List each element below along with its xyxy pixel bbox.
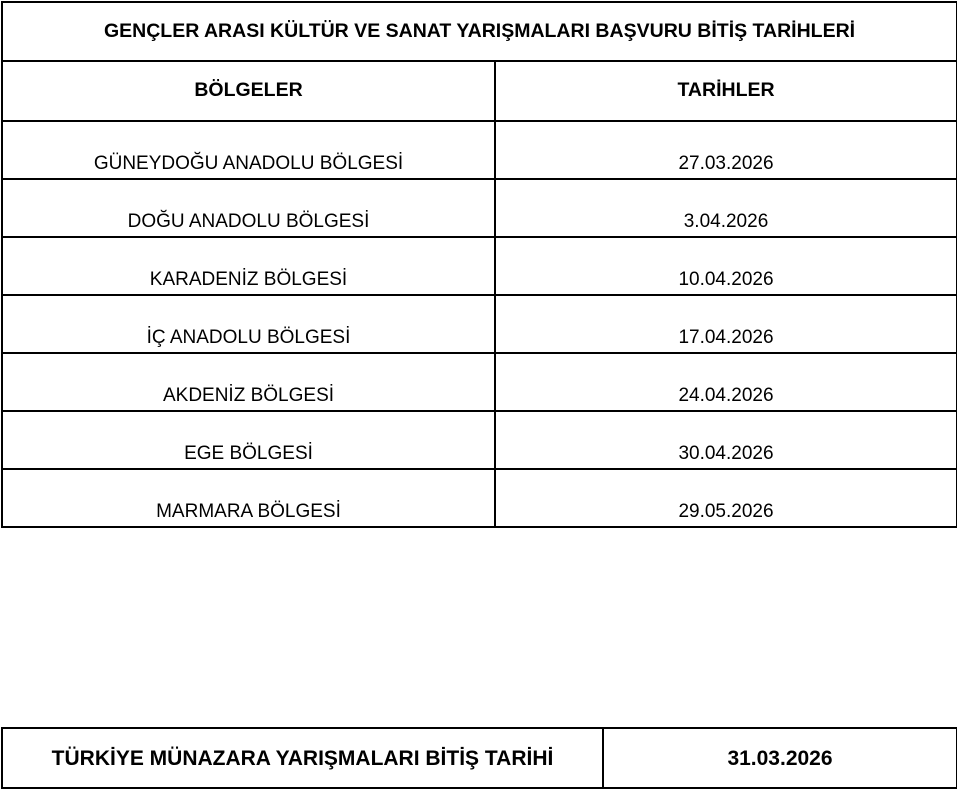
date-cell: 29.05.2026: [495, 469, 957, 527]
region-cell: DOĞU ANADOLU BÖLGESİ: [2, 179, 495, 237]
region-cell: GÜNEYDOĞU ANADOLU BÖLGESİ: [2, 121, 495, 179]
table-row: [2, 469, 957, 527]
date-cell: 17.04.2026: [495, 295, 957, 353]
date-cell: 3.04.2026: [495, 179, 957, 237]
title-row: [2, 2, 957, 61]
date-cell: 24.04.2026: [495, 353, 957, 411]
table-row: [2, 295, 957, 353]
date-cell: 27.03.2026: [495, 121, 957, 179]
debate-deadline-label: TÜRKİYE MÜNAZARA YARIŞMALARI BİTİŞ TARİHİ: [2, 728, 603, 788]
date-column-header: TARİHLER: [495, 61, 957, 121]
debate-deadline-table: [1, 727, 957, 789]
date-cell: 30.04.2026: [495, 411, 957, 469]
footer-row: [2, 728, 957, 788]
table-row: [2, 237, 957, 295]
region-cell: İÇ ANADOLU BÖLGESİ: [2, 295, 495, 353]
date-cell: 10.04.2026: [495, 237, 957, 295]
table-row: [2, 121, 957, 179]
region-cell: KARADENİZ BÖLGESİ: [2, 237, 495, 295]
table-row: [2, 353, 957, 411]
table-title: GENÇLER ARASI KÜLTÜR VE SANAT YARIŞMALARI BAŞVURU BİTİŞ TARİHLERİ: [2, 2, 957, 61]
table-row: [2, 411, 957, 469]
table-row: [2, 179, 957, 237]
header-row: [2, 61, 957, 121]
region-cell: EGE BÖLGESİ: [2, 411, 495, 469]
deadlines-table: [1, 1, 957, 528]
region-cell: AKDENİZ BÖLGESİ: [2, 353, 495, 411]
debate-deadline-date: 31.03.2026: [603, 728, 957, 788]
region-cell: MARMARA BÖLGESİ: [2, 469, 495, 527]
region-column-header: BÖLGELER: [2, 61, 495, 121]
